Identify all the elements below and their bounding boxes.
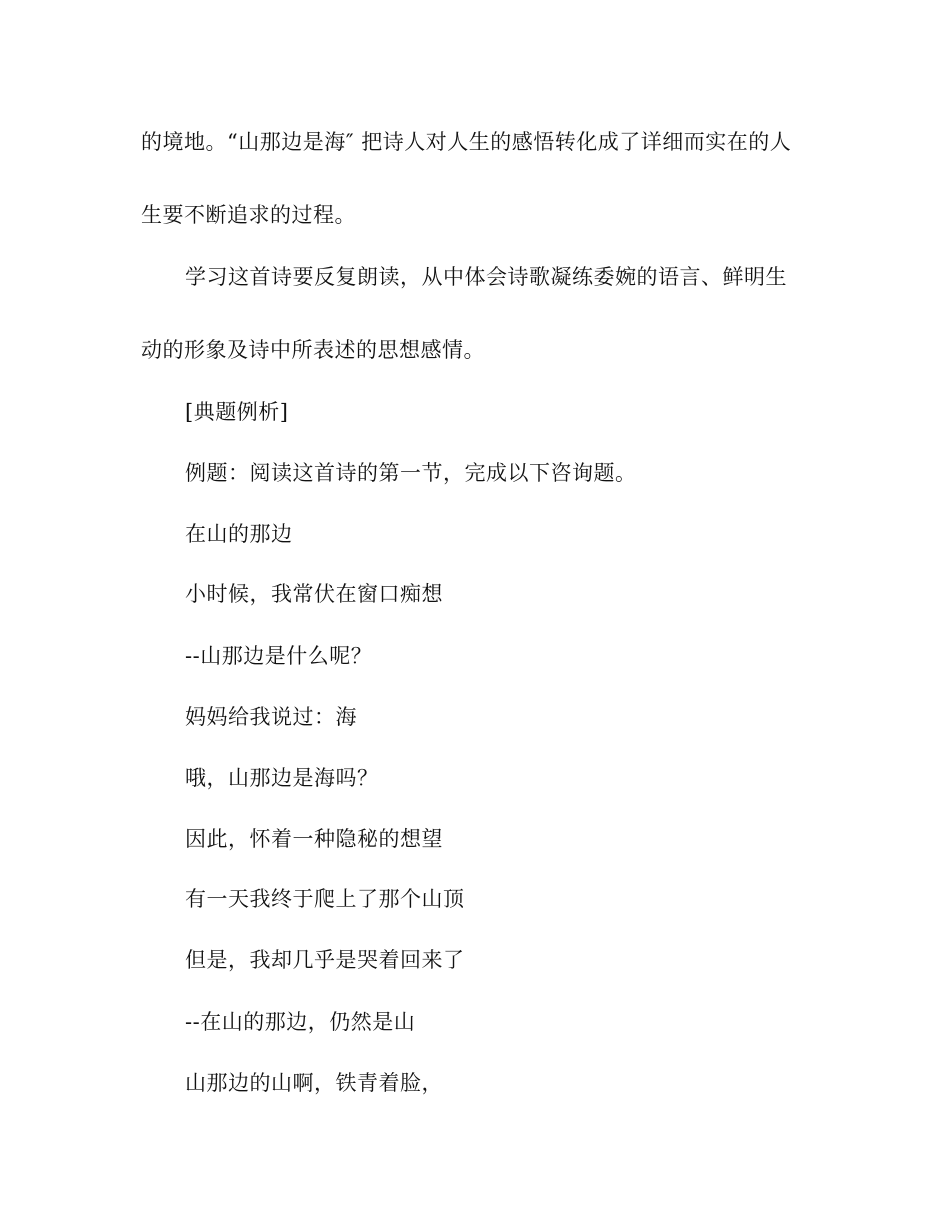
paragraph-2-line-1: 学习这首诗要反复朗读，从中体会诗歌凝练委婉的语言、鲜明生 xyxy=(185,265,787,289)
section-heading: [典题例析] xyxy=(185,400,289,424)
poem-line: 但是，我却几乎是哭着回来了 xyxy=(185,948,465,972)
poem-line: 哦，山那边是海吗？ xyxy=(185,766,379,790)
paragraph-1-line-1: 的境地。“山那边是海″ 把诗人对人生的感悟转化成了详细而实在的人 xyxy=(141,130,792,154)
paragraph-1-line-2: 生要不断追求的过程。 xyxy=(141,203,356,227)
poem-title: 在山的那边 xyxy=(185,522,293,546)
poem-line: 妈妈给我说过：海 xyxy=(185,705,357,729)
poem-line: --山那边是什么呢？ xyxy=(185,644,373,668)
poem-line: --在山的那边，仍然是山 xyxy=(185,1010,416,1034)
paragraph-2-line-2: 动的形象及诗中所表述的思想感情。 xyxy=(141,338,485,362)
poem-line: 有一天我终于爬上了那个山顶 xyxy=(185,887,465,911)
example-prompt: 例题：阅读这首诗的第一节，完成以下咨询题。 xyxy=(185,461,637,485)
poem-line: 因此，怀着一种隐秘的想望 xyxy=(185,827,443,851)
poem-line: 山那边的山啊，铁青着脸， xyxy=(185,1071,443,1095)
poem-line: 小时候，我常伏在窗口痴想 xyxy=(185,582,443,606)
